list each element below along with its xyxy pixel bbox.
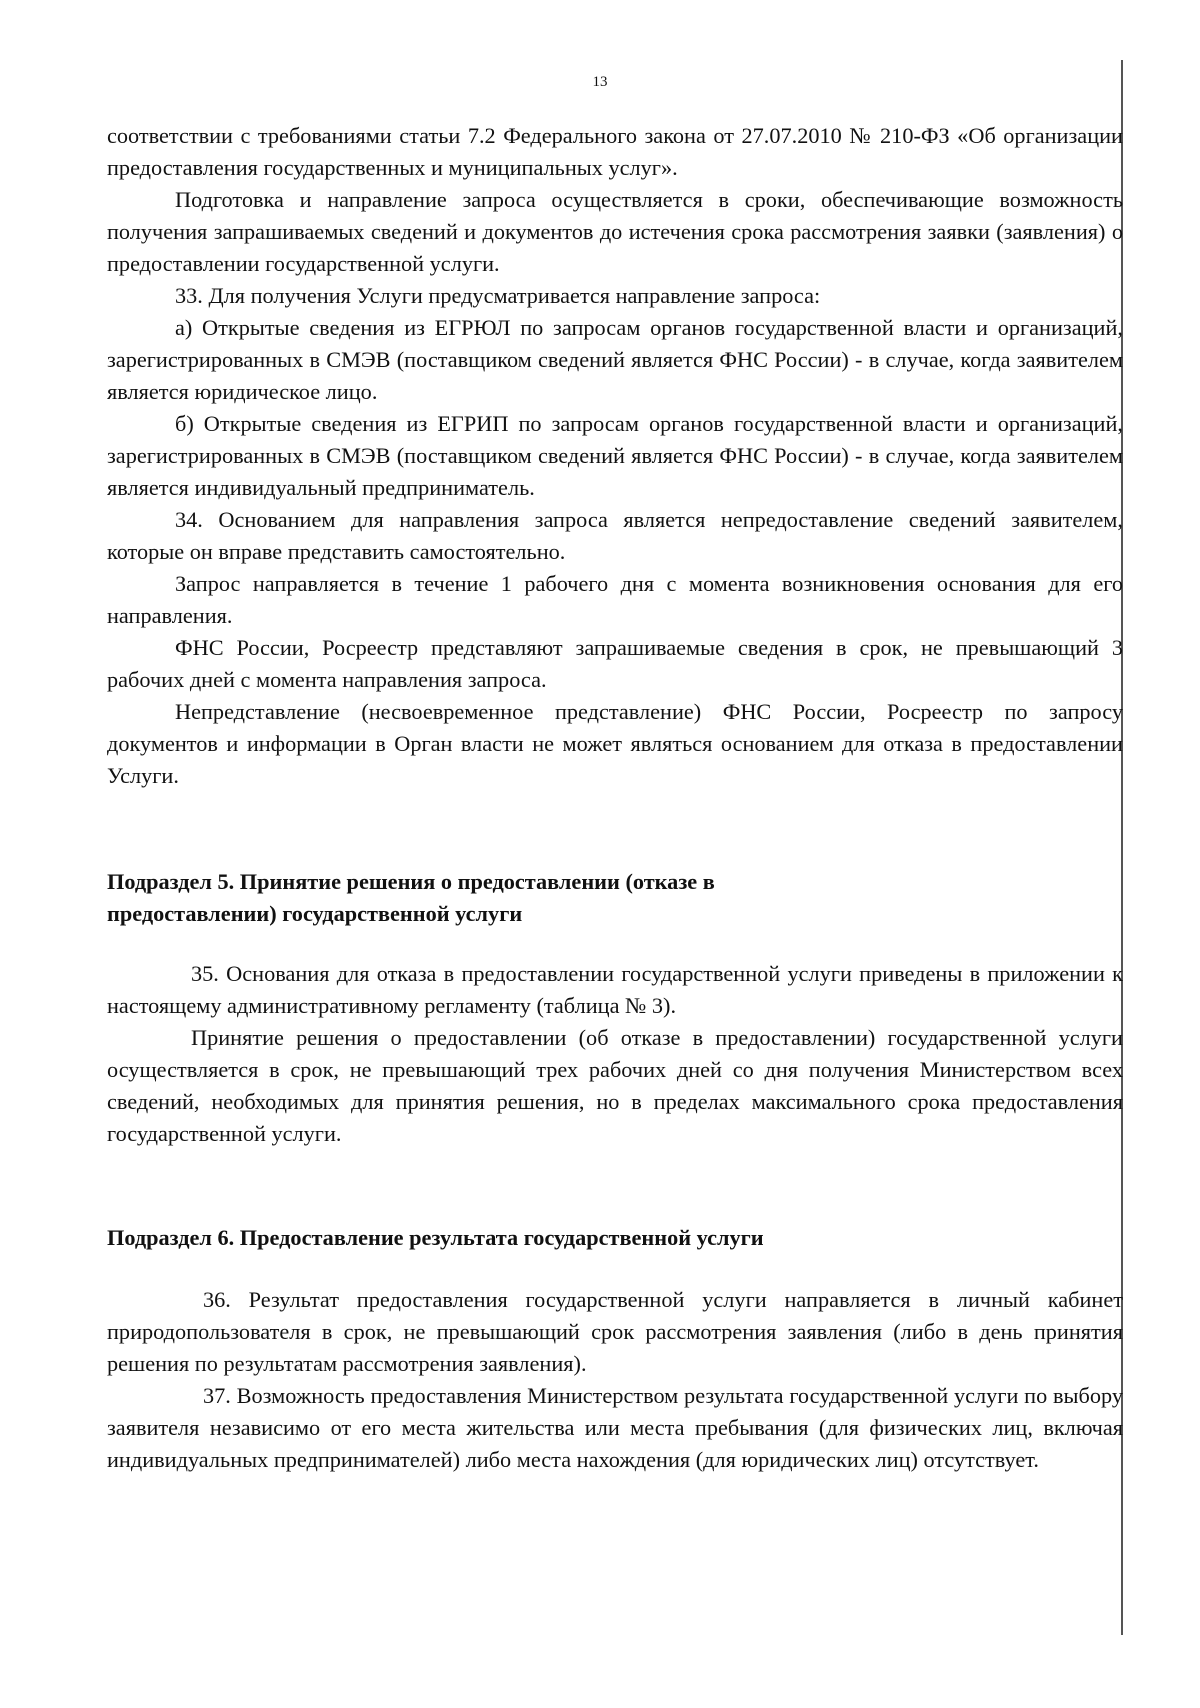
paragraph-33: 33. Для получения Услуги предусматривается направление запроса:	[175, 283, 821, 308]
section-5-heading-line-2: предоставлении) государственной услуги	[107, 901, 523, 926]
paragraph-37: 37. Возможность предоставления Министерством результата государственной услуги по выбору заявителя независимо от его места жительства или места пребывания (для физических лиц, включая индивидуальных предпринимателей) либо места нахождения (для юридических лиц) отсутствует.	[107, 1383, 1123, 1472]
paragraph-35: 35. Основания для отказа в предоставлении государственной услуги приведены в приложении к настоящему административному регламенту (таблица № 3).	[107, 961, 1123, 1018]
paragraph-law-reference: соответствии с требованиями статьи 7.2 Федерального закона от 27.07.2010 № 210-ФЗ «Об организации предоставления государственных и муниципальных услуг».	[107, 123, 1123, 180]
document-body	[107, 120, 1123, 1476]
paragraph-33b: б) Открытые сведения из ЕГРИП по запросам органов государственной власти и организаций, зарегистрированных в СМЭВ (поставщиком сведений является ФНС России) - в случае, когда заявителем является индивидуальный предприниматель.	[107, 411, 1123, 500]
paragraph-request-sent: Запрос направляется в течение 1 рабочего дня с момента возникновения основания для его направления.	[107, 571, 1123, 628]
section-5-heading-line-1: Подраздел 5. Принятие решения о предоставлении (отказе в	[107, 869, 715, 894]
paragraph-36: 36. Результат предоставления государственной услуги направляется в личный кабинет природопользователя в срок, не превышающий срок рассмотрения заявления (либо в день принятия решения по результатам рассмотрения заявления).	[107, 1287, 1123, 1376]
paragraph-33a: а) Открытые сведения из ЕГРЮЛ по запросам органов государственной власти и организаций, зарегистрированных в СМЭВ (поставщиком сведений является ФНС России) - в случае, когда заявителем является юридическое лицо.	[107, 315, 1123, 404]
paragraph-decision-term: Принятие решения о предоставлении (об отказе в предоставлении) государственной услуги осуществляется в срок, не превышающий трех рабочих дней со дня получения Министерством всех сведений, необходимых для принятия решения, но в пределах максимального срока предоставления государственной услуги.	[107, 1025, 1123, 1146]
paragraph-34: 34. Основанием для направления запроса является непредоставление сведений заявителем, которые он вправе представить самостоятельно.	[107, 507, 1123, 564]
paragraph-non-submission: Непредставление (несвоевременное представление) ФНС России, Росреестр по запросу документов и информации в Орган власти не может являться основанием для отказа в предоставлении Услуги.	[107, 699, 1123, 788]
section-6-heading: Подраздел 6. Предоставление результата государственной услуги	[107, 1225, 764, 1250]
page-number: 13	[592, 74, 608, 90]
paragraph-request-timing: Подготовка и направление запроса осуществляется в сроки, обеспечивающие возможность получения запрашиваемых сведений и документов до истечения срока рассмотрения заявки (заявления) о предоставлении государственной услуги.	[107, 187, 1123, 276]
paragraph-fns-response: ФНС России, Росреестр представляют запрашиваемые сведения в срок, не превышающий 3 рабочих дней с момента направления запроса.	[107, 635, 1123, 692]
